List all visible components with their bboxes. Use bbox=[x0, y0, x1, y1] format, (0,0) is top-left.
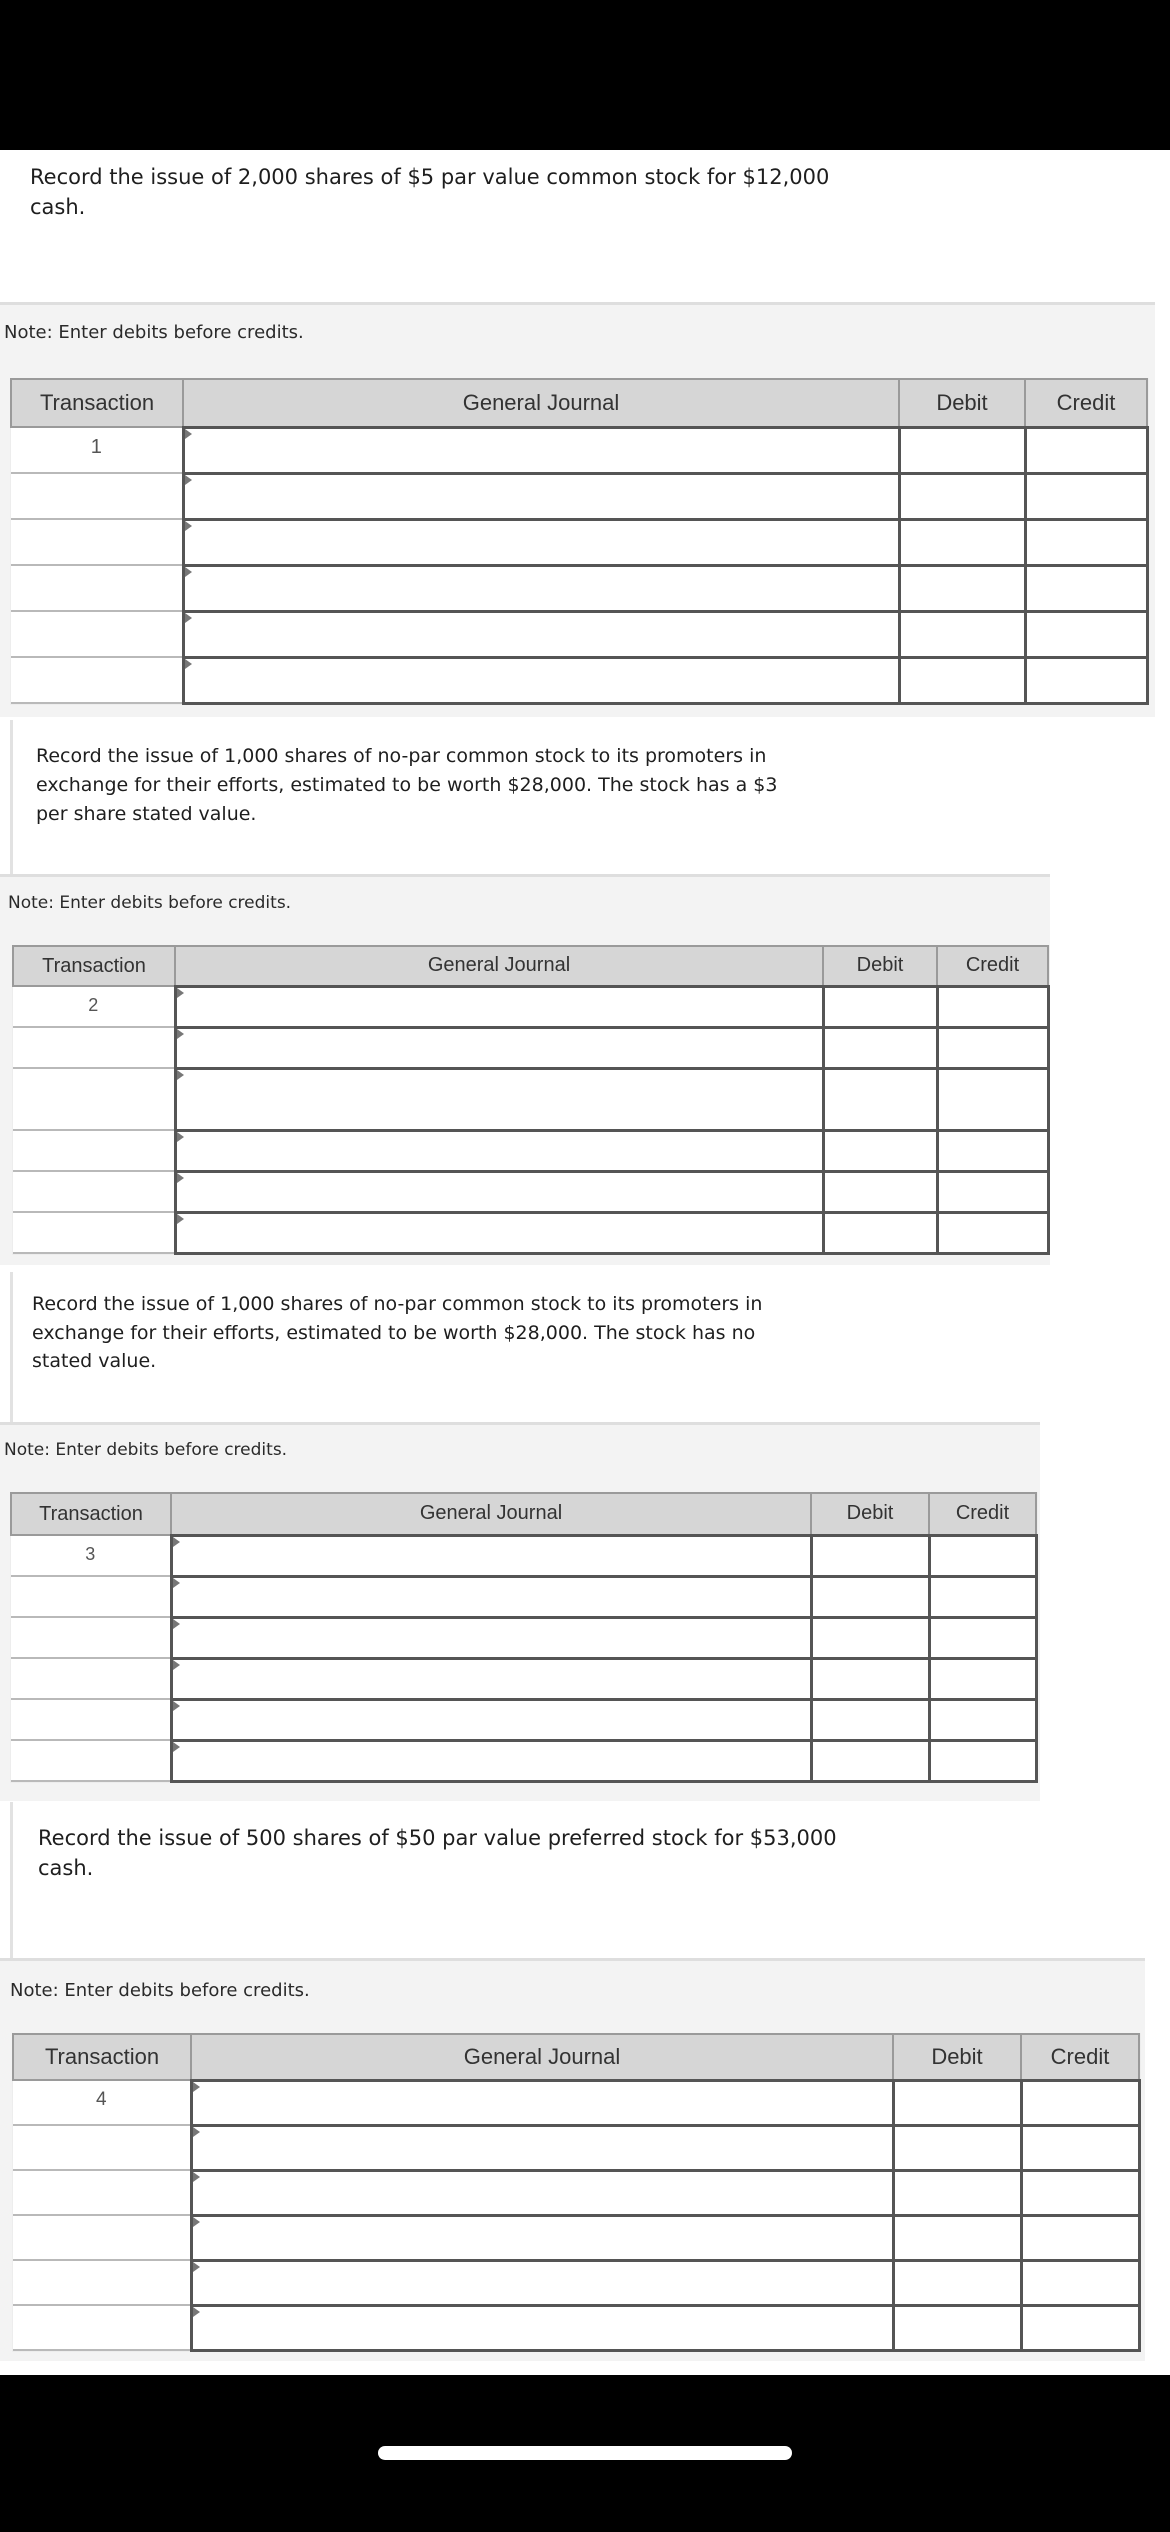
dropdown-caret-icon bbox=[177, 988, 184, 998]
home-indicator[interactable] bbox=[378, 2446, 792, 2460]
debit-input[interactable] bbox=[823, 1130, 937, 1171]
account-input[interactable] bbox=[191, 2260, 893, 2305]
dropdown-caret-icon bbox=[173, 1742, 180, 1752]
account-input[interactable] bbox=[183, 519, 899, 565]
journal-table-4 bbox=[12, 2033, 1141, 2352]
journal-table-3 bbox=[10, 1492, 1038, 1783]
account-input[interactable] bbox=[191, 2215, 893, 2260]
account-input[interactable] bbox=[175, 986, 823, 1027]
col-debit-header: Debit bbox=[893, 2034, 1021, 2080]
credit-input[interactable] bbox=[1025, 427, 1147, 473]
journal-row bbox=[11, 1576, 1036, 1617]
dropdown-caret-icon bbox=[173, 1619, 180, 1629]
journal-table-1 bbox=[10, 378, 1149, 705]
journal-row bbox=[11, 1658, 1036, 1699]
debit-input[interactable] bbox=[811, 1658, 929, 1699]
journal-row bbox=[11, 565, 1147, 611]
journal-row bbox=[13, 2170, 1139, 2215]
account-input[interactable] bbox=[183, 427, 899, 473]
debit-input[interactable] bbox=[899, 427, 1025, 473]
account-input[interactable] bbox=[171, 1576, 811, 1617]
credit-input[interactable] bbox=[929, 1699, 1036, 1740]
account-input[interactable] bbox=[175, 1068, 823, 1130]
prompt-1-line-2: cash. bbox=[30, 195, 86, 220]
journal-row bbox=[11, 657, 1147, 703]
dropdown-caret-icon bbox=[193, 2307, 200, 2317]
note-4: Note: Enter debits before credits. bbox=[10, 1980, 310, 2001]
divider-3 bbox=[10, 1272, 13, 1422]
transaction-cell bbox=[11, 565, 183, 611]
journal-row bbox=[11, 1740, 1036, 1781]
transaction-cell bbox=[11, 473, 183, 519]
debit-input[interactable] bbox=[893, 2260, 1021, 2305]
credit-input[interactable] bbox=[937, 1130, 1048, 1171]
debit-input[interactable] bbox=[899, 565, 1025, 611]
dropdown-caret-icon bbox=[173, 1537, 180, 1547]
journal-row bbox=[13, 2080, 1139, 2125]
prompt-1-line-1: Record the issue of 2,000 shares of $5 par value common stock for $12,000 bbox=[30, 165, 830, 189]
debit-input[interactable] bbox=[893, 2080, 1021, 2125]
credit-input[interactable] bbox=[1021, 2125, 1139, 2170]
dropdown-caret-icon bbox=[177, 1173, 184, 1183]
transaction-cell bbox=[13, 2170, 191, 2215]
col-transaction-header: Transaction bbox=[11, 379, 183, 427]
prompt-2-line-2: exchange for their efforts, estimated to be worth $28,000. The stock has a $3 bbox=[36, 773, 778, 796]
dropdown-caret-icon bbox=[185, 521, 192, 531]
credit-input[interactable] bbox=[937, 986, 1048, 1027]
transaction-number: 2 bbox=[13, 986, 175, 1027]
col-credit-header: Credit bbox=[1025, 379, 1147, 427]
journal-row bbox=[13, 1130, 1048, 1171]
account-input[interactable] bbox=[183, 657, 899, 703]
transaction-cell bbox=[13, 1068, 175, 1130]
account-input[interactable] bbox=[191, 2125, 893, 2170]
journal-row bbox=[13, 1068, 1048, 1130]
col-credit-header: Credit bbox=[937, 946, 1048, 986]
transaction-number: 3 bbox=[11, 1535, 171, 1576]
credit-input[interactable] bbox=[929, 1576, 1036, 1617]
credit-input[interactable] bbox=[1021, 2305, 1139, 2350]
debit-input[interactable] bbox=[823, 986, 937, 1027]
transaction-cell bbox=[13, 2125, 191, 2170]
transaction-cell bbox=[11, 611, 183, 657]
question-prompt-3 bbox=[32, 1290, 762, 1376]
prompt-4-line-1: Record the issue of 500 shares of $50 par value preferred stock for $53,000 bbox=[38, 1826, 837, 1850]
journal-row bbox=[11, 1617, 1036, 1658]
journal-header-2 bbox=[13, 946, 1048, 986]
dropdown-caret-icon bbox=[185, 475, 192, 485]
debit-input[interactable] bbox=[893, 2125, 1021, 2170]
transaction-cell bbox=[11, 1617, 171, 1658]
credit-input[interactable] bbox=[1021, 2080, 1139, 2125]
journal-row bbox=[13, 2260, 1139, 2305]
divider-4 bbox=[10, 1802, 13, 1962]
col-credit-header: Credit bbox=[929, 1493, 1036, 1535]
dropdown-caret-icon bbox=[177, 1029, 184, 1039]
prompt-2-line-1: Record the issue of 1,000 shares of no-par common stock to its promoters in bbox=[36, 745, 767, 767]
col-general-journal-header: General Journal bbox=[191, 2034, 893, 2080]
dropdown-caret-icon bbox=[173, 1701, 180, 1711]
dropdown-caret-icon bbox=[185, 429, 192, 439]
transaction-cell bbox=[11, 657, 183, 703]
debit-input[interactable] bbox=[823, 1171, 937, 1212]
debit-input[interactable] bbox=[899, 611, 1025, 657]
debit-input[interactable] bbox=[811, 1617, 929, 1658]
dropdown-caret-icon bbox=[193, 2082, 200, 2092]
debit-input[interactable] bbox=[899, 519, 1025, 565]
col-credit-header: Credit bbox=[1021, 2034, 1139, 2080]
transaction-cell bbox=[13, 2305, 191, 2350]
debit-input[interactable] bbox=[823, 1068, 937, 1130]
account-input[interactable] bbox=[171, 1699, 811, 1740]
credit-input[interactable] bbox=[1025, 657, 1147, 703]
credit-input[interactable] bbox=[929, 1535, 1036, 1576]
account-input[interactable] bbox=[175, 1212, 823, 1253]
debit-input[interactable] bbox=[811, 1576, 929, 1617]
journal-row bbox=[11, 611, 1147, 657]
transaction-cell bbox=[13, 1171, 175, 1212]
col-debit-header: Debit bbox=[811, 1493, 929, 1535]
dropdown-caret-icon bbox=[177, 1132, 184, 1142]
dropdown-caret-icon bbox=[173, 1578, 180, 1588]
col-general-journal-header: General Journal bbox=[183, 379, 899, 427]
journal-row bbox=[11, 1535, 1036, 1576]
note-1: Note: Enter debits before credits. bbox=[4, 322, 304, 343]
journal-row bbox=[11, 427, 1147, 473]
col-transaction-header: Transaction bbox=[11, 1493, 171, 1535]
account-input[interactable] bbox=[191, 2080, 893, 2125]
credit-input[interactable] bbox=[1025, 565, 1147, 611]
account-input[interactable] bbox=[171, 1658, 811, 1699]
debit-input[interactable] bbox=[893, 2305, 1021, 2350]
col-general-journal-header: General Journal bbox=[175, 946, 823, 986]
debit-input[interactable] bbox=[893, 2170, 1021, 2215]
transaction-cell bbox=[11, 1740, 171, 1781]
note-2: Note: Enter debits before credits. bbox=[8, 893, 292, 913]
journal-table-2 bbox=[12, 945, 1050, 1255]
dropdown-caret-icon bbox=[185, 659, 192, 669]
credit-input[interactable] bbox=[1021, 2215, 1139, 2260]
journal-row bbox=[13, 1212, 1048, 1253]
debit-input[interactable] bbox=[899, 473, 1025, 519]
credit-input[interactable] bbox=[1025, 611, 1147, 657]
credit-input[interactable] bbox=[1025, 473, 1147, 519]
dropdown-caret-icon bbox=[193, 2127, 200, 2137]
journal-row bbox=[13, 986, 1048, 1027]
transaction-cell bbox=[13, 1212, 175, 1253]
journal-row bbox=[13, 1027, 1048, 1068]
question-prompt-2 bbox=[36, 742, 777, 829]
dropdown-caret-icon bbox=[193, 2262, 200, 2272]
credit-input[interactable] bbox=[929, 1740, 1036, 1781]
debit-input[interactable] bbox=[893, 2215, 1021, 2260]
journal-header-1 bbox=[11, 379, 1147, 427]
journal-row bbox=[13, 2305, 1139, 2350]
journal-row bbox=[13, 1171, 1048, 1212]
transaction-cell bbox=[13, 1027, 175, 1068]
account-input[interactable] bbox=[183, 565, 899, 611]
divider-2 bbox=[10, 720, 13, 880]
account-input[interactable] bbox=[171, 1535, 811, 1576]
account-input[interactable] bbox=[191, 2305, 893, 2350]
journal-header-4 bbox=[13, 2034, 1139, 2080]
dropdown-caret-icon bbox=[185, 613, 192, 623]
col-transaction-header: Transaction bbox=[13, 946, 175, 986]
prompt-2-line-3: per share stated value. bbox=[36, 802, 257, 825]
transaction-cell bbox=[13, 2260, 191, 2305]
transaction-cell bbox=[11, 1576, 171, 1617]
debit-input[interactable] bbox=[811, 1535, 929, 1576]
credit-input[interactable] bbox=[937, 1212, 1048, 1253]
dropdown-caret-icon bbox=[193, 2172, 200, 2182]
question-prompt-4 bbox=[38, 1823, 837, 1884]
credit-input[interactable] bbox=[1021, 2260, 1139, 2305]
col-debit-header: Debit bbox=[823, 946, 937, 986]
dropdown-caret-icon bbox=[185, 567, 192, 577]
credit-input[interactable] bbox=[937, 1068, 1048, 1130]
prompt-4-line-2: cash. bbox=[38, 1856, 94, 1881]
transaction-cell bbox=[13, 2215, 191, 2260]
journal-row bbox=[11, 473, 1147, 519]
col-debit-header: Debit bbox=[899, 379, 1025, 427]
transaction-cell bbox=[11, 519, 183, 565]
question-prompt-1 bbox=[30, 162, 829, 223]
credit-input[interactable] bbox=[1025, 519, 1147, 565]
account-input[interactable] bbox=[191, 2170, 893, 2215]
transaction-cell bbox=[11, 1658, 171, 1699]
dropdown-caret-icon bbox=[177, 1214, 184, 1224]
dropdown-caret-icon bbox=[193, 2217, 200, 2227]
prompt-3-line-1: Record the issue of 1,000 shares of no-par common stock to its promoters in bbox=[32, 1293, 763, 1315]
note-3: Note: Enter debits before credits. bbox=[4, 1440, 288, 1460]
debit-input[interactable] bbox=[823, 1027, 937, 1068]
prompt-3-line-3: stated value. bbox=[32, 1350, 157, 1372]
account-input[interactable] bbox=[171, 1617, 811, 1658]
transaction-number: 1 bbox=[11, 427, 183, 473]
transaction-cell bbox=[13, 1130, 175, 1171]
credit-input[interactable] bbox=[937, 1171, 1048, 1212]
debit-input[interactable] bbox=[899, 657, 1025, 703]
transaction-cell bbox=[11, 1699, 171, 1740]
debit-input[interactable] bbox=[823, 1212, 937, 1253]
credit-input[interactable] bbox=[1021, 2170, 1139, 2215]
account-input[interactable] bbox=[175, 1027, 823, 1068]
credit-input[interactable] bbox=[929, 1658, 1036, 1699]
journal-row bbox=[13, 2125, 1139, 2170]
journal-header-3 bbox=[11, 1493, 1036, 1535]
journal-row bbox=[13, 2215, 1139, 2260]
account-input[interactable] bbox=[175, 1130, 823, 1171]
account-input[interactable] bbox=[183, 611, 899, 657]
journal-row bbox=[11, 519, 1147, 565]
dropdown-caret-icon bbox=[177, 1070, 184, 1080]
journal-row bbox=[11, 1699, 1036, 1740]
col-general-journal-header: General Journal bbox=[171, 1493, 811, 1535]
col-transaction-header: Transaction bbox=[13, 2034, 191, 2080]
dropdown-caret-icon bbox=[173, 1660, 180, 1670]
credit-input[interactable] bbox=[929, 1617, 1036, 1658]
debit-input[interactable] bbox=[811, 1740, 929, 1781]
debit-input[interactable] bbox=[811, 1699, 929, 1740]
account-input[interactable] bbox=[171, 1740, 811, 1781]
credit-input[interactable] bbox=[937, 1027, 1048, 1068]
account-input[interactable] bbox=[175, 1171, 823, 1212]
prompt-3-line-2: exchange for their efforts, estimated to be worth $28,000. The stock has no bbox=[32, 1321, 756, 1344]
transaction-number: 4 bbox=[13, 2080, 191, 2125]
account-input[interactable] bbox=[183, 473, 899, 519]
